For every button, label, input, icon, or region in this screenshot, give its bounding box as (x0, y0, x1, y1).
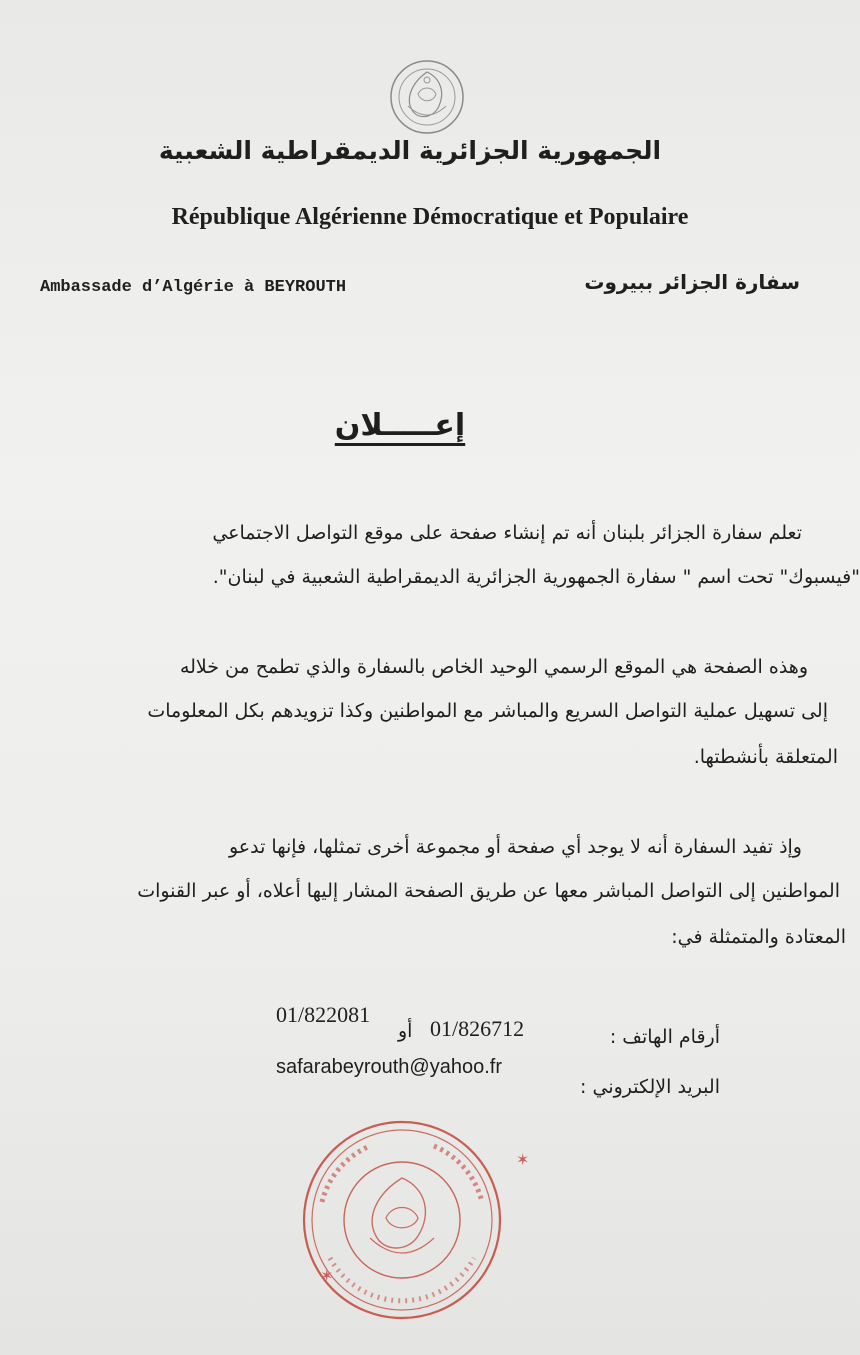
embassy-stamp-icon (300, 1118, 505, 1323)
paragraph1-line: "فيسبوك" تحت اسم " سفارة الجمهورية الجزائرية الديمقراطية الشعبية في لبنان". (212, 566, 860, 588)
announcement-title: إعـــــلان (334, 408, 466, 443)
embassy-name-arabic: سفارة الجزائر ببيروت (584, 270, 800, 294)
paragraph3-line: المواطنين إلى التواصل المباشر معها عن طريق الصفحة المشار إليها أعلاه، أو عبر القنوات (137, 880, 840, 902)
email-label: البريد الإلكتروني : (580, 1076, 720, 1098)
paragraph3-line: المعتادة والمتمثلة في: (671, 926, 846, 948)
stamp-star-icon: ✶ (516, 1150, 530, 1169)
paragraph1-line: تعلم سفارة الجزائر بلبنان أنه تم إنشاء صفحة على موقع التواصل الاجتماعي (212, 522, 802, 544)
embassy-name-french: Ambassade d’Algérie à BEYROUTH (40, 278, 347, 297)
paragraph2-line: وهذه الصفحة هي الموقع الرسمي الوحيد الخاص بالسفارة والذي تطمح من خلاله (179, 656, 808, 678)
paragraph3-line: وإذ تفيد السفارة أنه لا يوجد أي صفحة أو مجموعة أخرى تمثلها، فإنها تدعو (228, 836, 802, 858)
arabic-republic-title: الجمهورية الجزائرية الديمقراطية الشعبية (158, 136, 662, 165)
stamp-star-icon: ✶ (320, 1266, 334, 1285)
paragraph2-line: إلى تسهيل عملية التواصل السريع والمباشر مع المواطنين وكذا تزويدهم بكل المعلومات (147, 700, 828, 722)
phone-or-word: أو (398, 1020, 413, 1042)
phone-number-1: 01/826712 (430, 1016, 525, 1041)
phone-label: أرقام الهاتف : (609, 1026, 720, 1048)
phone-number-2: 01/822081 (276, 1002, 371, 1027)
email-address: safarabeyrouth@yahoo.fr (276, 1056, 502, 1078)
paragraph2-line: المتعلقة بأنشطتها. (693, 746, 838, 768)
french-republic-title: République Algérienne Démocratique et Populaire (171, 204, 689, 230)
emblem-seal-icon (388, 58, 466, 136)
